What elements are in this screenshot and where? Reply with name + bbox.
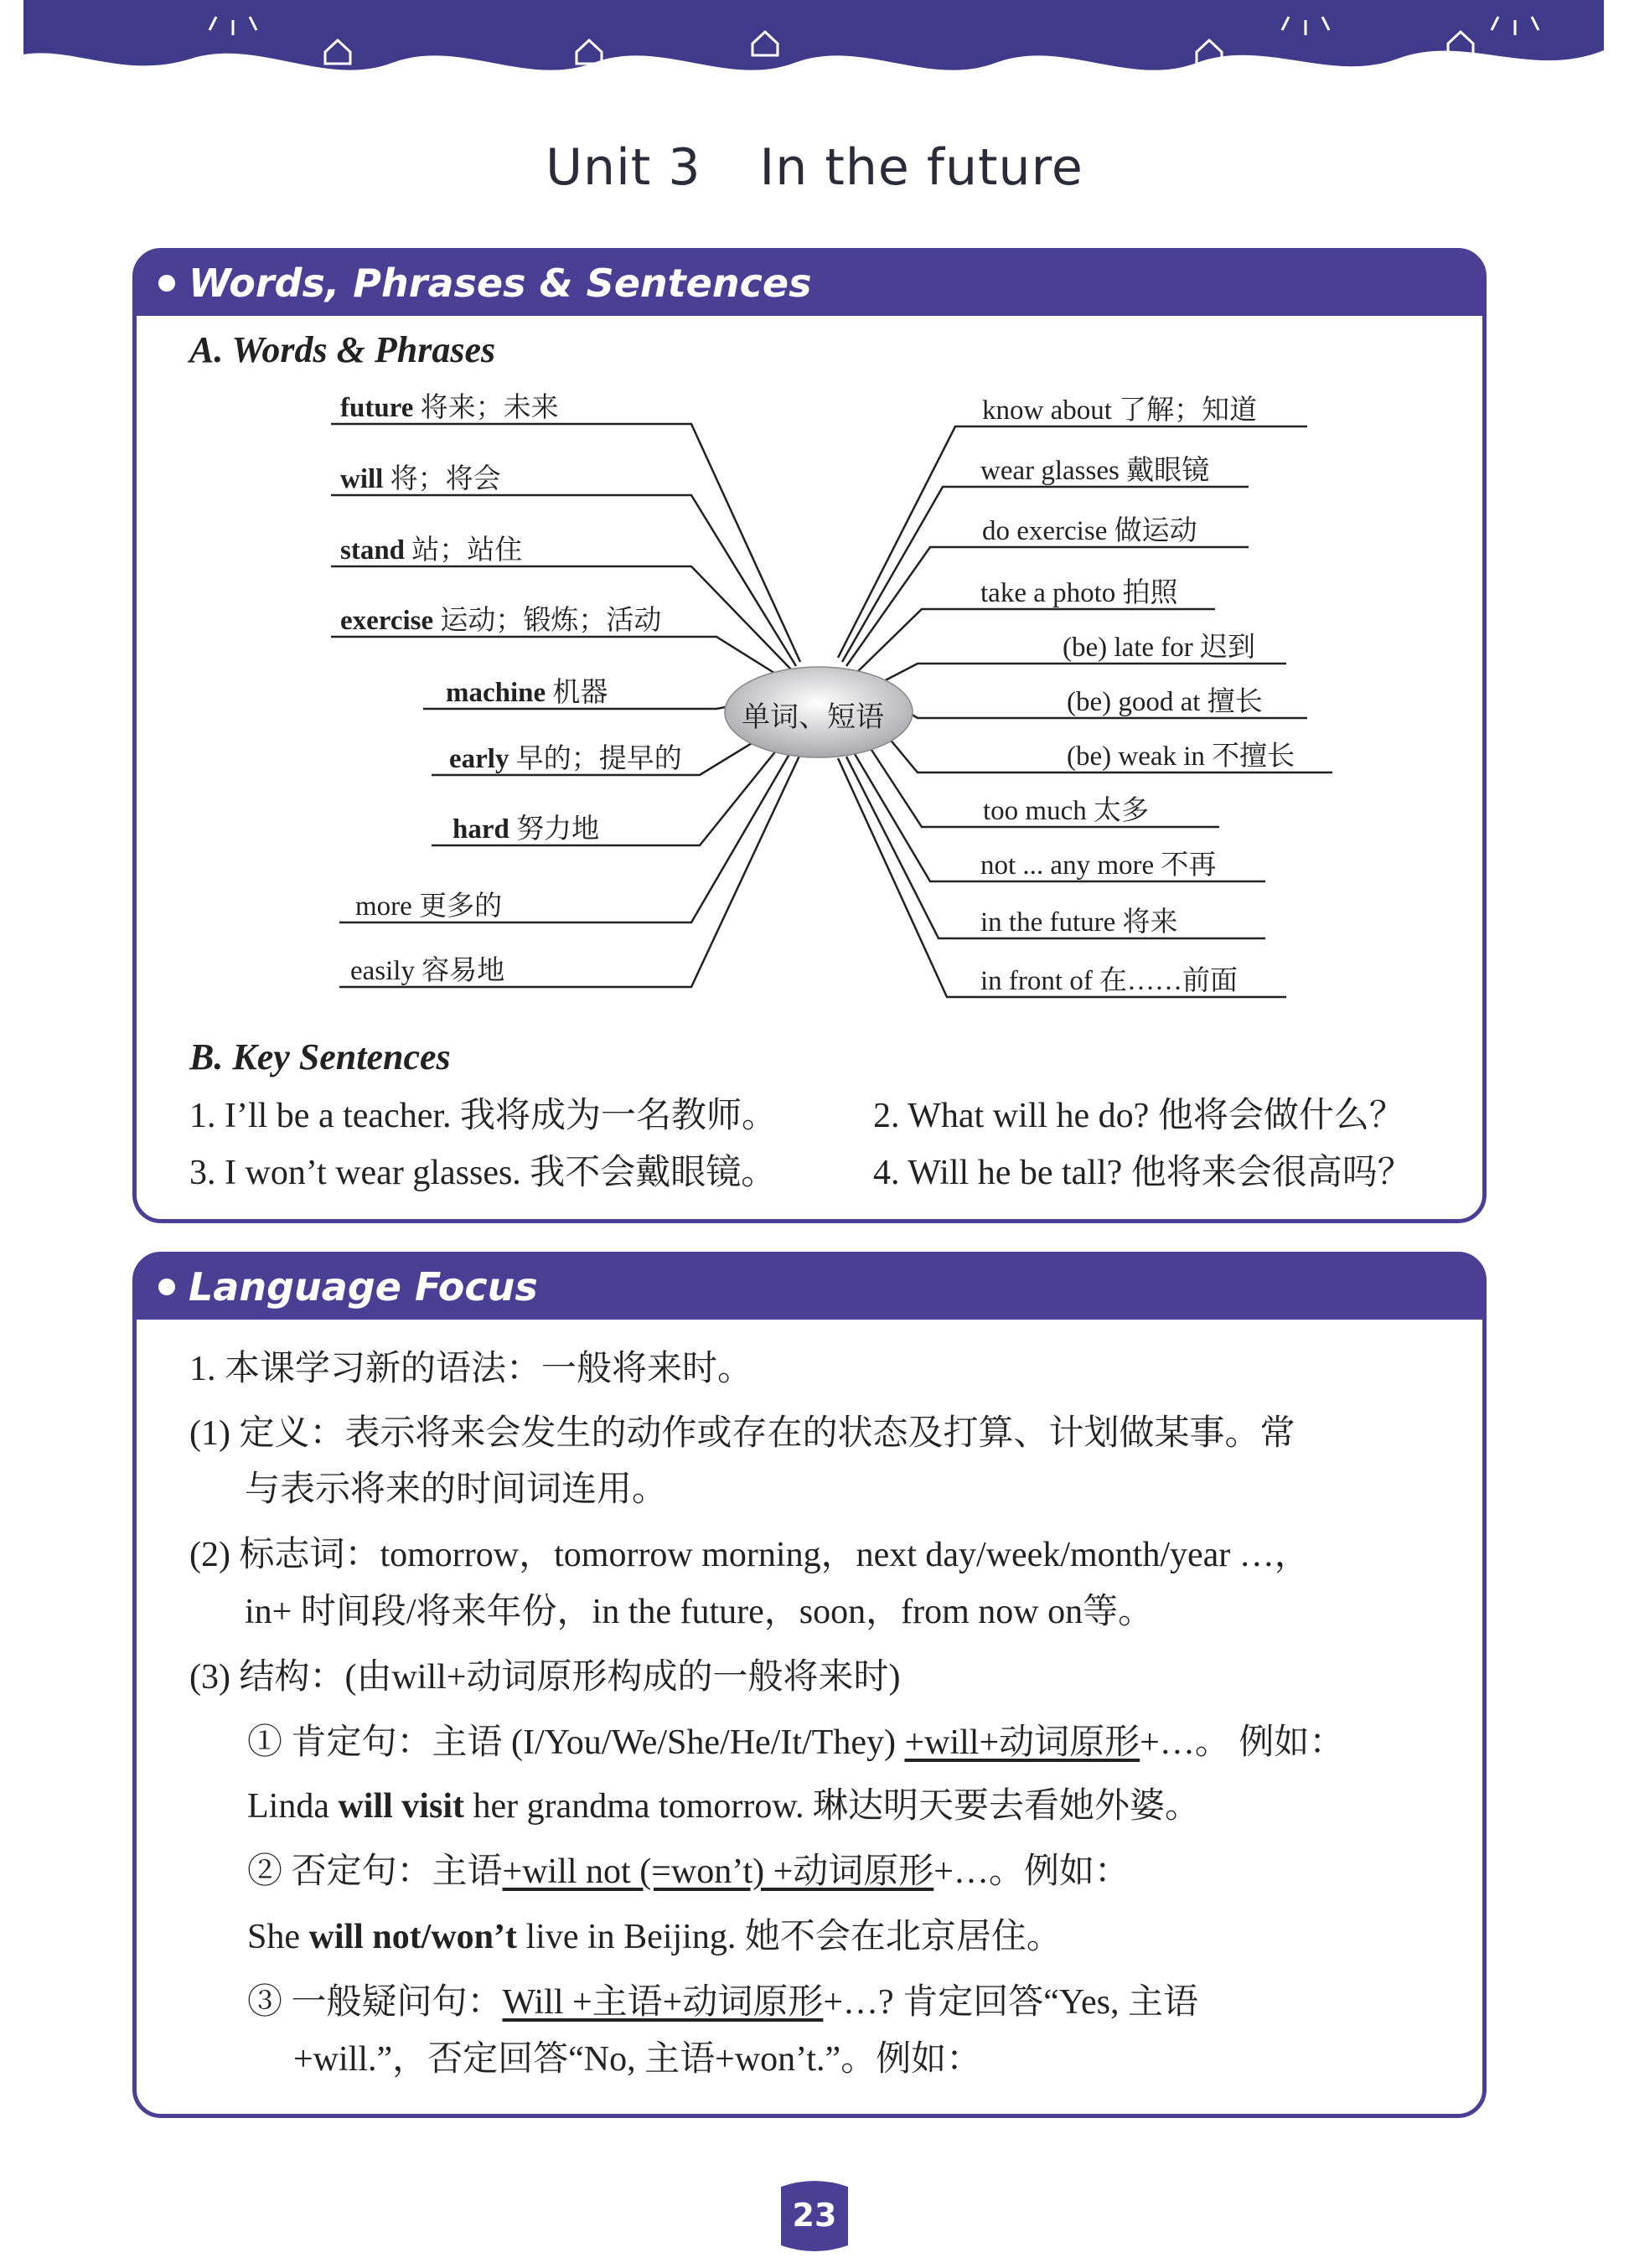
right-item: take a photo 拍照 xyxy=(980,578,1178,608)
focus-line: in+ 时间段/将来年份，in the future，soon，from now on等。 xyxy=(245,1593,1154,1631)
left-item: machine 机器 xyxy=(446,678,608,708)
left-item: exercise 运动；锻炼；活动 xyxy=(340,606,662,636)
negative-rule: ② 否定句：主语+will not (=won’t) +动词原形+…。例如： xyxy=(247,1852,1130,1891)
left-item: more 更多的 xyxy=(355,891,503,922)
right-item: (be) good at 擅长 xyxy=(1067,687,1263,717)
right-item: wear glasses 戴眼镜 xyxy=(980,456,1210,486)
focus-line: (2) 标志词：tomorrow，tomorrow morning，next day/week/month/year …， xyxy=(189,1536,1310,1574)
unit-name: In the future xyxy=(759,138,1083,197)
right-item: (be) late for 迟到 xyxy=(1063,633,1255,663)
bullet-icon xyxy=(158,1279,175,1295)
focus-line: (1) 定义：表示将来会发生的动作或存在的状态及打算、计划做某事。常 xyxy=(189,1414,1295,1453)
key-sentence: 3. I won’t wear glasses. 我不会戴眼镜。 xyxy=(189,1154,777,1192)
left-item: future 将来；未来 xyxy=(340,393,559,423)
key-sentence: 4. Will he be tall? 他将来会很高吗？ xyxy=(873,1154,1413,1192)
left-item: hard 努力地 xyxy=(452,814,600,845)
left-item: will 将；将会 xyxy=(340,464,501,494)
question-rule: ③ 一般疑问句：Will +主语+动词原形+…? 肯定回答“Yes, 主语 xyxy=(247,1983,1198,2022)
part-b-heading: B. Key Sentences xyxy=(189,1036,451,1077)
panel-header xyxy=(137,1256,1482,1320)
right-item: (be) weak in 不擅长 xyxy=(1067,741,1295,772)
right-item: know about 了解；知道 xyxy=(982,395,1258,426)
positive-example: Linda will visit her grandma tomorrow. 琳达明天要去看她外婆。 xyxy=(247,1787,1200,1826)
unit-number: Unit 3 xyxy=(546,138,701,197)
positive-rule: ① 肯定句：主语 (I/You/We/She/He/It/They) +will+动词原形+…。 例如： xyxy=(247,1723,1345,1762)
right-item: in the future 将来 xyxy=(980,907,1178,938)
key-sentence: 1. I’ll be a teacher. 我将成为一名教师。 xyxy=(189,1097,777,1135)
panel-title: Language Focus xyxy=(189,1264,538,1310)
left-item: early 早的；提早的 xyxy=(449,744,682,774)
question-rule-cont: +will.”，否定回答“No, 主语+won’t.”。例如： xyxy=(293,2040,982,2079)
negative-example: She will not/won’t live in Beijing. 她不会在北京居住。 xyxy=(247,1918,1062,1956)
focus-line: 1. 本课学习新的语法：一般将来时。 xyxy=(189,1350,753,1388)
focus-line: (3) 结构：(由will+动词原形构成的一般将来时) xyxy=(189,1658,901,1697)
right-item: too much 太多 xyxy=(983,796,1149,826)
panel-title: Words, Phrases & Sentences xyxy=(189,261,812,306)
left-item: stand 站；站住 xyxy=(340,535,523,566)
right-item: not ... any more 不再 xyxy=(980,850,1217,881)
right-item: do exercise 做运动 xyxy=(982,516,1197,546)
right-item: in front of 在……前面 xyxy=(980,966,1239,996)
left-item: easily 容易地 xyxy=(350,956,505,986)
page-number: 23 xyxy=(773,2178,856,2254)
mind-map-center: 单词、短语 xyxy=(742,702,884,733)
part-a-heading: A. Words & Phrases xyxy=(189,329,496,370)
focus-line: 与表示将来的时间词连用。 xyxy=(245,1470,668,1509)
key-sentence: 2. What will he do? 他将会做什么？ xyxy=(873,1097,1404,1135)
